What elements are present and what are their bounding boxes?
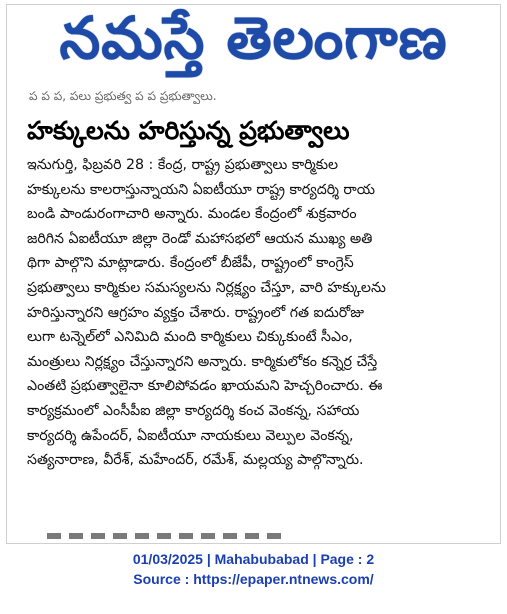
cut-bottom-fragment	[47, 533, 287, 539]
newspaper-masthead: నమస్తే తెలంగాణ	[59, 4, 448, 72]
article-line: బండి పాండురంగాచారి అన్నారు. మండల కేంద్రంలో శుక్రవారం	[27, 206, 357, 223]
article-line: లుగా టన్నెల్‌లో ఎనిమిది మంది కార్మికులు చిక్కుకుంటే సీఎం,	[27, 329, 353, 346]
article-body	[27, 153, 488, 473]
article-line: ప్రభుత్వాలు కార్మికుల సమస్యలను నిర్లక్ష్యం చేస్తూ, వారి హక్కులను	[27, 279, 386, 296]
cut-top-text: ప ప ప, పలు ప్రభుత్వ ప ప ప్రభుత్వాలు.	[29, 91, 217, 103]
article-line: సత్యనారాణ, వీరేశ్, మహేందర్, రమేశ్, మల్లయ్య పాల్గొన్నారు.	[27, 452, 364, 469]
article-line: హక్కులను కాలరాస్తున్నాయని ఏఐటీయూ రాష్ట్ర కార్యదర్శి రాయ	[27, 181, 375, 198]
article-line: ఎంతటి ప్రభుత్వాలైనా కూలిపోవడం ఖాయమని హెచ్చరించారు. ఈ	[27, 378, 383, 395]
article-line: కార్యక్రమంలో ఎంసీపీఐ జిల్లా కార్యదర్శి కంచ వెంకన్న, సహాయ	[27, 402, 360, 419]
edition-info: 01/03/2025 | Mahabubabad | Page : 2	[132, 551, 375, 567]
article-line: కార్యదర్శి ఉపేందర్, ఏఐటీయూ నాయకులు వెల్పుల వెంకన్న,	[27, 427, 354, 444]
newspaper-clipping	[6, 4, 501, 544]
article-line: హరిస్తున్నారని ఆగ్రహం వ్యక్తం చేశారు. రాష్ట్రంలో గత ఐదురోజు	[27, 304, 364, 321]
source-footer	[0, 549, 507, 589]
article-headline: హక్కులను హరిస్తున్న ప్రభుత్వాలు	[27, 116, 350, 145]
source-link[interactable]: Source : https://epaper.ntnews.com/	[133, 571, 374, 587]
article-line: ఇనుగుర్తి, ఫిబ్రవరి 28 : కేంద్ర, రాష్ట్ర ప్రభుత్వాలు కార్మికుల	[27, 157, 339, 173]
article-line: మంత్రులు నిర్లక్ష్యం చేస్తున్నారని అన్నారు. కార్మికులోకం కన్నెర్ర చేస్తే	[27, 353, 378, 370]
article-line: జరిగిన ఏఐటీయూ జిల్లా రెండో మహాసభలో ఆయన ముఖ్య అతి	[27, 230, 373, 247]
article-line: థిగా పాల్గొని మాట్లాడారు. కేంద్రంలో బీజేపీ, రాష్ట్రంలో కాంగ్రెస్	[27, 255, 354, 272]
